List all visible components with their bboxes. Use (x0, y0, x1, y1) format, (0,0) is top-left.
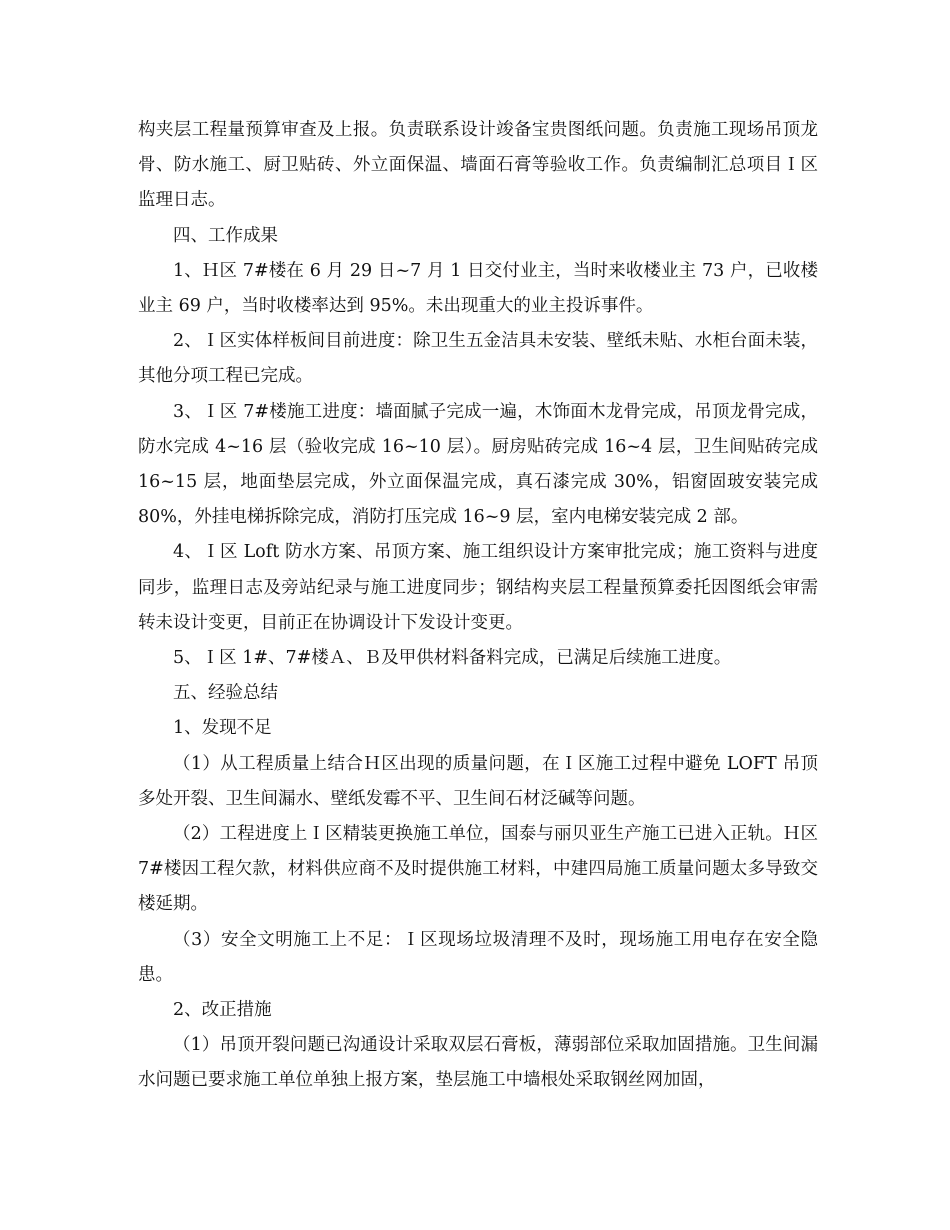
paragraph: （2）工程进度上Ｉ区精装更换施工单位，国泰与丽贝亚生产施工已进入正轨。Ｈ区 7#楼因工程欠款，材料供应商不及时提供施工材料，中建四局施工质量问题太多导致交楼延期。 (138, 824, 818, 915)
subsection-heading: 1、发现不足 (173, 718, 272, 739)
document-page (138, 113, 818, 1099)
paragraph: （3）安全文明施工上不足：Ｉ区现场垃圾清理不及时，现场施工用电存在安全隐患。 (138, 929, 818, 985)
subsection-heading: 2、改正措施 (173, 1000, 272, 1021)
paragraph: 4、Ｉ区 Loft 防水方案、吊顶方案、施工组织设计方案审批完成；施工资料与进度同步，监理日志及旁站纪录与施工进度同步；钢结构夹层工程量预算委托因图纸会审需转未设计变更，目前正在协调设计下发设计变更。 (138, 542, 818, 633)
paragraph: 3、Ｉ区 7#楼施工进度：墙面腻子完成一遍，木饰面木龙骨完成，吊顶龙骨完成，防水完成 4~16 层（验收完成 16~10 层）。厨房贴砖完成 16~4 层，卫生间贴砖完成 16~15 层，地面垫层完成，外立面保温完成，真石漆完成 30%，铝窗固玻安装完成 80%，外挂电梯拆除完成，消防打压完成 16~9 层，室内电梯安装完成 2 部。 (138, 401, 818, 528)
paragraph: 5、Ｉ区 1#、7#楼Ａ、Ｂ及甲供材料备料完成，已满足后续施工进度。 (173, 648, 732, 669)
paragraph: （1）从工程质量上结合Ｈ区出现的质量问题，在Ｉ区施工过程中避免 LOFT 吊顶多处开裂、卫生间漏水、壁纸发霉不平、卫生间石材泛碱等问题。 (138, 753, 818, 809)
section-heading: 四、工作成果 (173, 225, 278, 246)
paragraph: 1、Ｈ区 7#楼在 6 月 29 日~7 月 1 日交付业主，当时来收楼业主 73 户，已收楼业主 69 户，当时收楼率达到 95%。未出现重大的业主投诉事件。 (138, 260, 818, 317)
paragraph: 构夹层工程量预算审查及上报。负责联系设计竣备宝贵图纸问题。负责施工现场吊顶龙骨、防水施工、厨卫贴砖、外立面保温、墙面石膏等验收工作。负责编制汇总项目Ｉ区监理日志。 (138, 120, 818, 211)
paragraph: 2、Ｉ区实体样板间目前进度：除卫生五金洁具未安装、壁纸未贴、水柜台面未装，其他分项工程已完成。 (138, 331, 818, 387)
section-heading: 五、经验总结 (173, 683, 278, 704)
paragraph: （1）吊顶开裂问题已沟通设计采取双层石膏板，薄弱部位采取加固措施。卫生间漏水问题已要求施工单位单独上报方案，垫层施工中墙根处采取钢丝网加固， (138, 1035, 818, 1091)
